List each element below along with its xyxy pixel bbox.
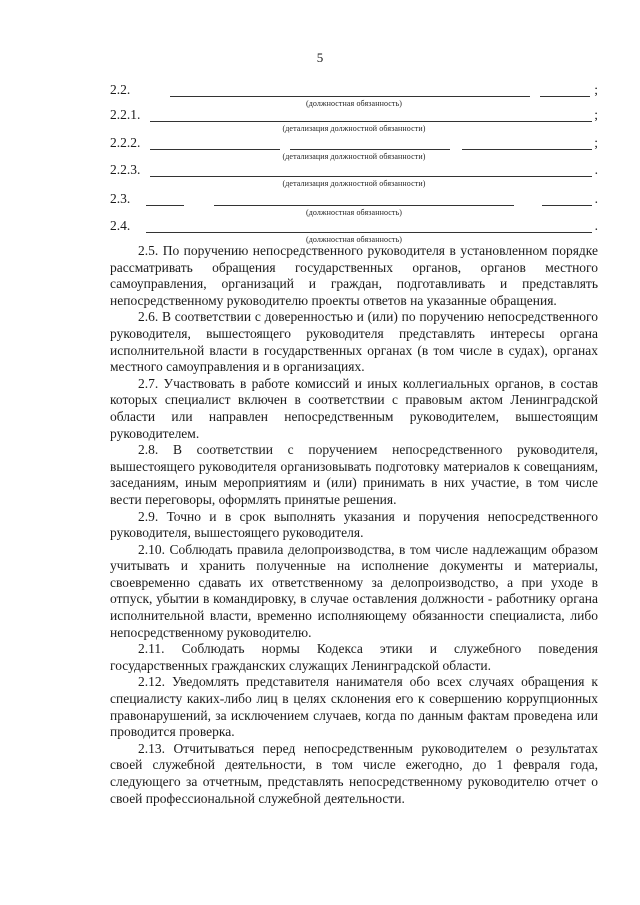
- field-hint: (должностная обязанность): [305, 99, 403, 108]
- item-number: 2.2.1.: [110, 107, 141, 122]
- field-hint: (детализация должностной обязанности): [282, 179, 426, 188]
- item-punct: .: [594, 218, 598, 233]
- fill-line: [290, 149, 450, 150]
- paragraph-2-9: 2.9. Точно и в срок выполнять указания и поручения непосредственного руководителя, вышестоящего руководителя.: [110, 508, 598, 541]
- blank-item: [110, 162, 598, 192]
- item-number: 2.4.: [110, 218, 131, 233]
- fill-line: [150, 149, 280, 150]
- body-text: [110, 243, 598, 807]
- item-number: 2.2.2.: [110, 135, 141, 150]
- paragraph-2-13: 2.13. Отчитываться перед непосредственным руководителем о результатах своей служебной деятельности, в том числе ежегодно, до 1 февраля года, следующего за отчетным, представлять непосредственному руководителю отчет о своей профессиональной служебной деятельности.: [110, 740, 598, 806]
- fill-line: [214, 205, 514, 206]
- field-hint: (детализация должностной обязанности): [282, 152, 426, 161]
- blank-item: [110, 107, 598, 137]
- blank-item: [110, 191, 598, 221]
- paragraph-2-10: 2.10. Соблюдать правила делопроизводства, в том числе надлежащим образом учитывать и хранить полученные на исполнение документы и материалы, своевременно сдавать их ответственному за делопроизводство, а при уходе в отпуск, убытии в командировку, в случае оставления должности - работнику органа исполнительной власти, временно исполняющему обязанности специалиста, либо непосредственному руководителю.: [110, 541, 598, 640]
- page-number: 5: [316, 50, 324, 65]
- field-hint: (должностная обязанность): [305, 235, 403, 244]
- item-number: 2.2.3.: [110, 162, 141, 177]
- item-punct: ;: [594, 107, 598, 122]
- fill-line: [542, 205, 592, 206]
- paragraph-2-6: 2.6. В соответствии с доверенностью и (или) по поручению непосредственного руководителя, вышестоящего руководителя представлять интересы органа исполнительной власти в государственных органах (в том числе в судах), органах местного самоуправления и в организациях.: [110, 309, 598, 375]
- fill-line: [540, 96, 590, 97]
- field-hint: (детализация должностной обязанности): [282, 124, 426, 133]
- fill-line: [462, 149, 592, 150]
- item-punct: .: [594, 191, 598, 206]
- field-hint: (должностная обязанность): [305, 208, 403, 217]
- item-punct: .: [594, 162, 598, 177]
- fill-line: [150, 121, 592, 122]
- paragraph-2-11: 2.11. Соблюдать нормы Кодекса этики и служебного поведения государственных гражданских служащих Ленинградской области.: [110, 641, 598, 673]
- fill-line: [146, 232, 592, 233]
- fill-line: [170, 96, 530, 97]
- paragraph-2-7: 2.7. Участвовать в работе комиссий и иных коллегиальных органов, в состав которых специалист включен в соответствии с правовым актом Ленинградской области или направлен непосредственным руководителем, вышестоящим руководителем.: [110, 375, 598, 441]
- paragraph-2-5: 2.5. По поручению непосредственного руководителя в установленном порядке рассматривать обращения государственных органов, органов местного самоуправления, организаций и граждан, подготавливать и представлять непосредственному руководителю проекты ответов на указанные обращения.: [110, 243, 598, 308]
- item-number: 2.3.: [110, 191, 131, 206]
- item-punct: ;: [594, 82, 598, 97]
- item-number: 2.2.: [110, 82, 131, 97]
- item-punct: ;: [594, 135, 598, 150]
- paragraph-2-8: 2.8. В соответствии с поручением непосредственного руководителя, вышестоящего руководителя организовывать подготовку материалов к совещаниям, заседаниям, иным мероприятиям и (или) принимать в них участие, в том числе вести переговоры, оформлять принятые решения.: [110, 442, 598, 507]
- fill-line: [150, 176, 592, 177]
- fill-line: [146, 205, 184, 206]
- paragraph-2-12: 2.12. Уведомлять представителя нанимателя обо всех случаях обращения к специалисту каких-либо лиц в целях склонения его к совершению коррупционных правонарушений, за исключением случаев, когда по данным фактам проведена или проводится проверка.: [110, 674, 598, 740]
- blank-item: [110, 135, 598, 165]
